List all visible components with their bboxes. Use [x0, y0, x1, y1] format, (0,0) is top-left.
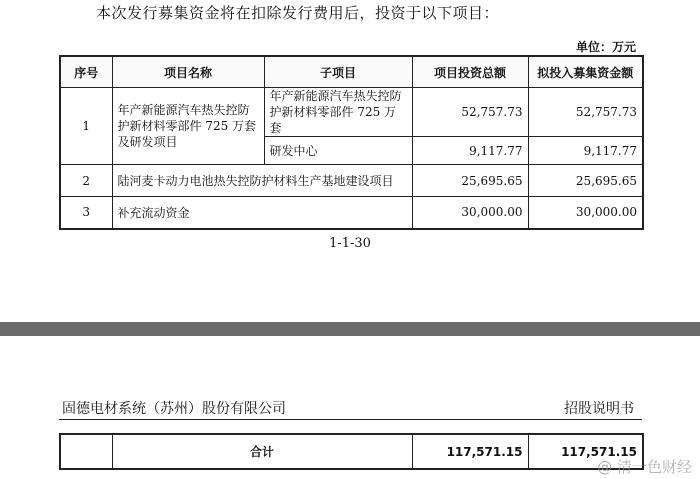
header-total: 项目投资总额 — [412, 56, 528, 88]
row-raise: 30,000.00 — [528, 197, 643, 229]
row-subproject: 年产新能源汽车热失控防护新材料零部件 725 万套 — [264, 88, 412, 137]
table-row — [60, 88, 643, 137]
company-name: 固德电材系统（苏州）股份有限公司 — [62, 401, 286, 417]
page-separator — [0, 322, 700, 336]
row-total: 52,757.73 — [412, 88, 528, 137]
header-raise: 拟投入募集资金额 — [528, 56, 643, 88]
row-seq: 1 — [60, 88, 112, 165]
unit-label: 单位：万元 — [575, 40, 636, 54]
table-row — [60, 165, 643, 197]
total-blank — [60, 434, 112, 469]
row-total: 30,000.00 — [412, 197, 528, 229]
header-subproject: 子项目 — [264, 56, 412, 88]
row-project: 补充流动资金 — [112, 197, 412, 229]
row-raise: 9,117.77 — [528, 137, 643, 165]
header-divider — [59, 419, 642, 420]
table-row — [60, 197, 643, 229]
fund-use-table — [59, 55, 644, 230]
row-raise: 52,757.73 — [528, 88, 643, 137]
row-total: 25,695.65 — [412, 165, 528, 197]
total-row — [60, 434, 643, 469]
row-subproject: 研发中心 — [264, 137, 412, 165]
row-project: 陆河麦卡动力电池热失控防护材料生产基地建设项目 — [112, 165, 412, 197]
total-investment: 117,571.15 — [412, 434, 528, 469]
row-seq: 3 — [60, 197, 112, 229]
total-table — [59, 433, 644, 470]
total-raise: 117,571.15 — [528, 434, 643, 469]
watermark: @ 清一色财经 — [597, 458, 692, 476]
page-number: 1-1-30 — [329, 236, 371, 251]
total-label: 合计 — [112, 434, 412, 469]
row-raise: 25,695.65 — [528, 165, 643, 197]
row-seq: 2 — [60, 165, 112, 197]
header-project: 项目名称 — [112, 56, 264, 88]
row-project: 年产新能源汽车热失控防护新材料零部件 725 万套及研发项目 — [112, 88, 264, 165]
intro-text: 本次发行募集资金将在扣除发行费用后，投资于以下项目： — [96, 4, 500, 22]
header-seq: 序号 — [60, 56, 112, 88]
document-type: 招股说明书 — [564, 401, 634, 417]
row-total: 9,117.77 — [412, 137, 528, 165]
table-header-row — [60, 56, 643, 88]
